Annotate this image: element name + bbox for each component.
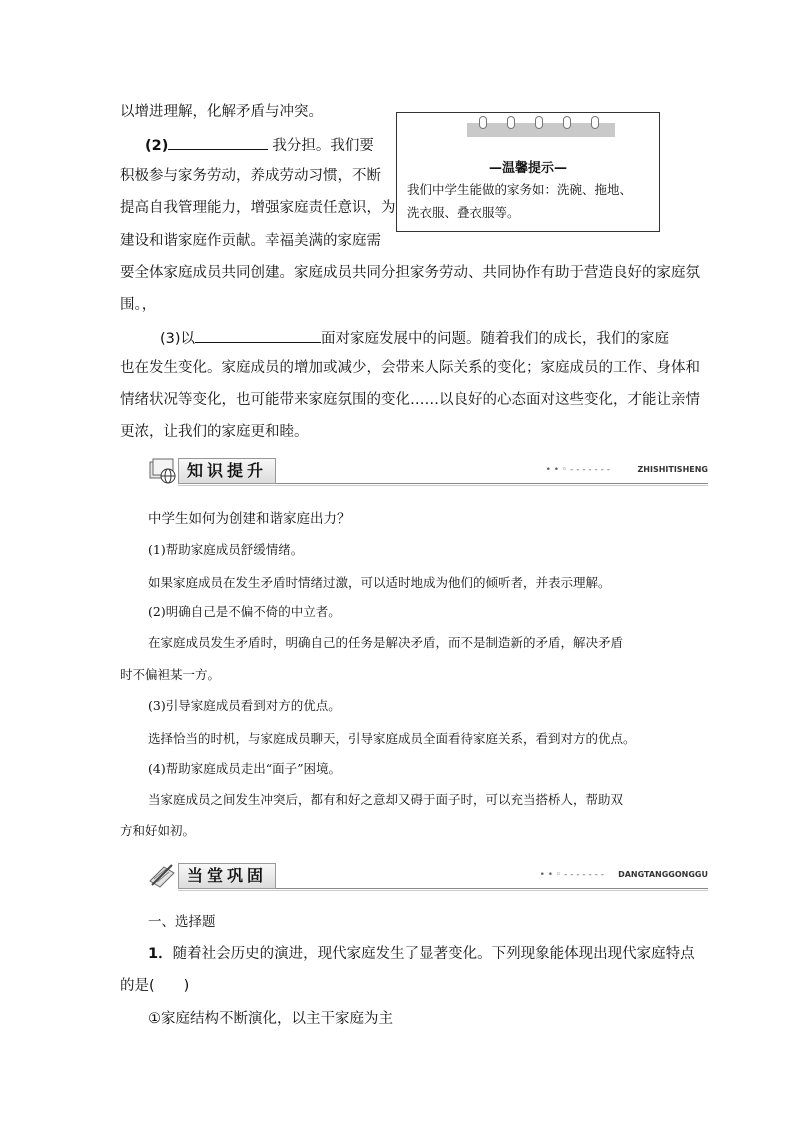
notebook-rings-decoration	[467, 123, 615, 137]
tip-text: 洗衣服、叠衣服等。	[407, 205, 520, 220]
ring-icon	[563, 116, 571, 129]
list-item: (3)引导家庭成员看到对方的优点。	[148, 698, 341, 713]
dots-decoration: • • ◦ - - - - - - -	[539, 870, 604, 880]
section-banner-practice	[148, 861, 708, 891]
ring-icon	[479, 116, 487, 129]
question: 中学生如何为创建和谐家庭出力？	[148, 511, 351, 527]
list-item: 如果家庭成员在发生矛盾时情绪过激，可以适时地成为他们的倾听者，并表示理解。	[148, 575, 611, 590]
ring-icon	[535, 116, 543, 129]
tip-title: —温馨提示—	[488, 161, 567, 176]
list-item: 时不偏袒某一方。	[120, 667, 221, 682]
tip-text: 我们中学生能做的家务如：洗碗、拖地、	[407, 182, 633, 197]
text-line: 提高自我管理能力，增强家庭责任意识，为	[120, 200, 396, 216]
section-title: 当堂巩固	[178, 863, 276, 889]
item-number: (3)以	[160, 331, 196, 347]
list-item: 在家庭成员发生矛盾时，明确自己的任务是解决矛盾，而不是制造新的矛盾，解决矛盾	[148, 635, 624, 650]
text-line: 以增进理解，化解矛盾与冲突。	[120, 104, 323, 120]
question-line: 的是( )	[120, 978, 190, 994]
question-text: 随着社会历史的演进，现代家庭发生了显著变化。下列现象能体现出现代家庭特点	[172, 946, 695, 962]
list-item: (4)帮助家庭成员走出“面子”困境。	[148, 761, 341, 776]
pencil-book-icon	[148, 861, 176, 889]
text-line: 积极参与家务劳动，养成劳动习惯，不断	[120, 168, 381, 184]
section-pinyin: DANGTANGGONGGU	[618, 870, 708, 879]
question-number: 1．	[148, 946, 173, 962]
fill-blank[interactable]	[195, 328, 321, 343]
section-title: 知识提升	[178, 458, 276, 484]
text-line: 建设和谐家庭作贡献。幸福美满的家庭需	[120, 233, 381, 249]
text-line	[145, 135, 374, 154]
list-item: 选择恰当的时机，与家庭成员聊天，引导家庭成员全面看待家庭关系，看到对方的优点。	[148, 731, 636, 746]
text-line: 更浓，让我们的家庭更和睦。	[120, 424, 309, 440]
ring-icon	[507, 116, 515, 129]
list-item: (1)帮助家庭成员舒缓情绪。	[148, 542, 304, 557]
text-line	[160, 328, 669, 347]
item-number: (2)	[145, 138, 169, 154]
dots-decoration: • • ◦ - - - - - - -	[545, 465, 610, 475]
text-line: 要全体家庭成员共同创建。家庭成员共同分担家务劳动、共同协作有助于营造良好的家庭氛	[120, 265, 700, 281]
section-banner-knowledge	[148, 456, 708, 486]
answer-option[interactable]: ①家庭结构不断演化，以主干家庭为主	[148, 1011, 393, 1027]
question-line	[148, 946, 695, 962]
text-fragment: 我分担。我们要	[272, 138, 374, 154]
text-line: 围。，	[120, 297, 157, 313]
text-line: 情绪状况等变化，也可能带来家庭氛围的变化……以良好的心态面对这些变化，才能让亲情	[120, 392, 700, 408]
text-fragment: 面对家庭发展中的问题。随着我们的成长，我们的家庭	[321, 331, 670, 347]
fill-blank[interactable]	[168, 135, 268, 150]
text-line: 也在发生变化。家庭成员的增加或减少，会带来人际关系的变化；家庭成员的工作、身体和	[120, 360, 700, 376]
book-globe-icon	[148, 456, 176, 484]
section-heading: 一、选择题	[148, 914, 216, 930]
section-pinyin: ZHISHITISHENG	[637, 465, 708, 474]
list-item: 方和好如初。	[120, 823, 196, 838]
ring-icon	[591, 116, 599, 129]
list-item: 当家庭成员之间发生冲突后，都有和好之意却又碍于面子时，可以充当搭桥人，帮助双	[148, 792, 624, 807]
tip-box	[396, 112, 660, 232]
list-item: (2)明确自己是不偏不倚的中立者。	[148, 604, 341, 619]
